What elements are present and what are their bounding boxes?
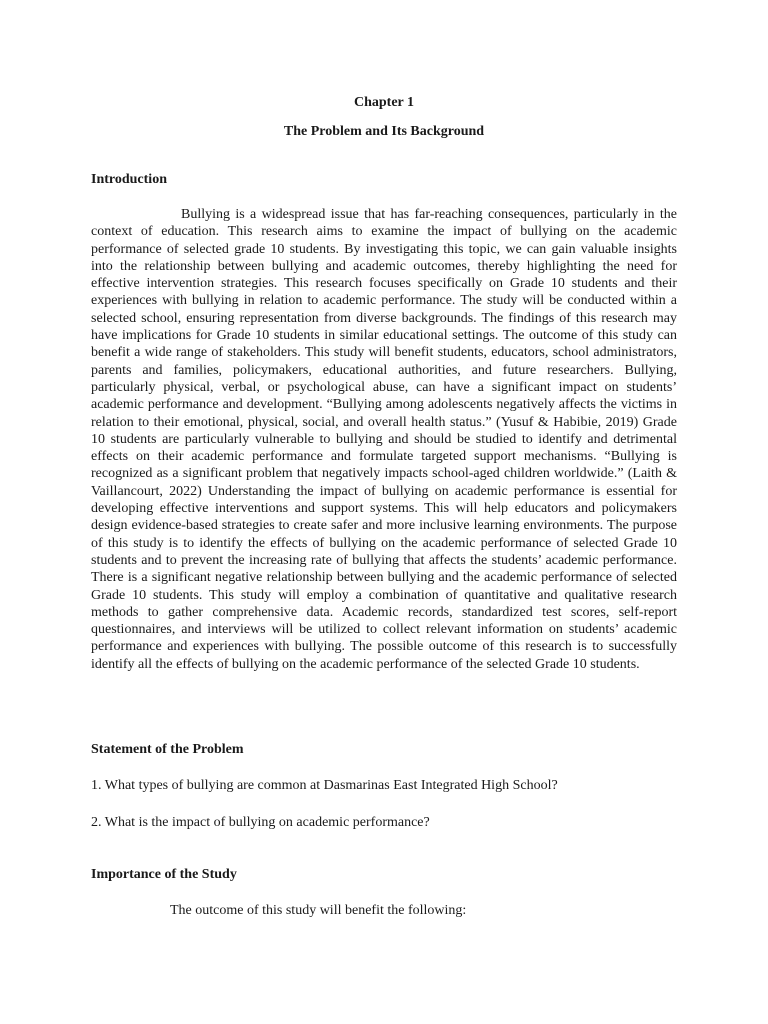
problem-item: 1. What types of bullying are common at Dasmarinas East Integrated High School?: [91, 778, 558, 793]
chapter-number: Chapter 1: [353, 95, 415, 110]
importance-of-study-paragraph: The outcome of this study will benefit the following:: [170, 903, 467, 918]
introduction-heading: Introduction: [91, 172, 167, 187]
problem-item: 2. What is the impact of bullying on academic performance?: [91, 815, 430, 830]
statement-of-problem-heading: Statement of the Problem: [91, 742, 244, 757]
introduction-paragraph: Bullying is a widespread issue that has far-reaching consequences, particularly in the context of education. This research aims to examine the impact of bullying on the academic performance of selected grade 10 students. By investigating this topic, we can gain valuable insights into the relationship between bullying and academic outcomes, thereby highlighting the need for effective intervention strategies. This research focuses specifically on Grade 10 students and their experiences with bullying in relation to academic performance. The study will be conducted within a selected school, ensuring representation from diverse backgrounds. The findings of this research may have implications for Grade 10 students in similar educational settings. The outcome of this study can benefit a wide range of stakeholders. This study will benefit students, educators, school administrators, parents and families, policymakers, educational authorities, and future researchers. Bullying, particularly physical, verbal, or psychological abuse, can have a significant impact on students’ academic performance and development. “Bullying among adolescents negatively affects the victims in relation to their emotional, physical, social, and overall health status.” (Yusuf & Habibie, 2019) Grade 10 students are particularly vulnerable to bullying and should be studied to identify and detrimental effects on their academic performance and formulate targeted support mechanisms. “Bullying is recognized as a significant problem that negatively impacts school-aged children worldwide.” (Laith & Vaillancourt, 2022) Understanding the impact of bullying on academic performance is essential for developing effective interventions and support systems. This will help educators and policymakers design evidence-based strategies to create safer and more inclusive learning environments. The purpose of this study is to identify the effects of bullying on the academic performance of selected Grade 10 students and to prevent the increasing rate of bullying that affects the students’ academic performance. There is a significant negative relationship between bullying and the academic performance of selected Grade 10 students. This study will employ a combination of quantitative and qualitative research methods to gather comprehensive data. Academic records, standardized test scores, self-report questionnaires, and interviews will be utilized to collect relevant information on students’ academic performance and experiences with bullying. The possible outcome of this research is to successfully identify all the effects of bullying on the academic performance of the selected Grade 10 students.: [91, 207, 677, 672]
importance-of-study-heading: Importance of the Study: [91, 867, 237, 882]
chapter-title: The Problem and Its Background: [283, 124, 485, 139]
